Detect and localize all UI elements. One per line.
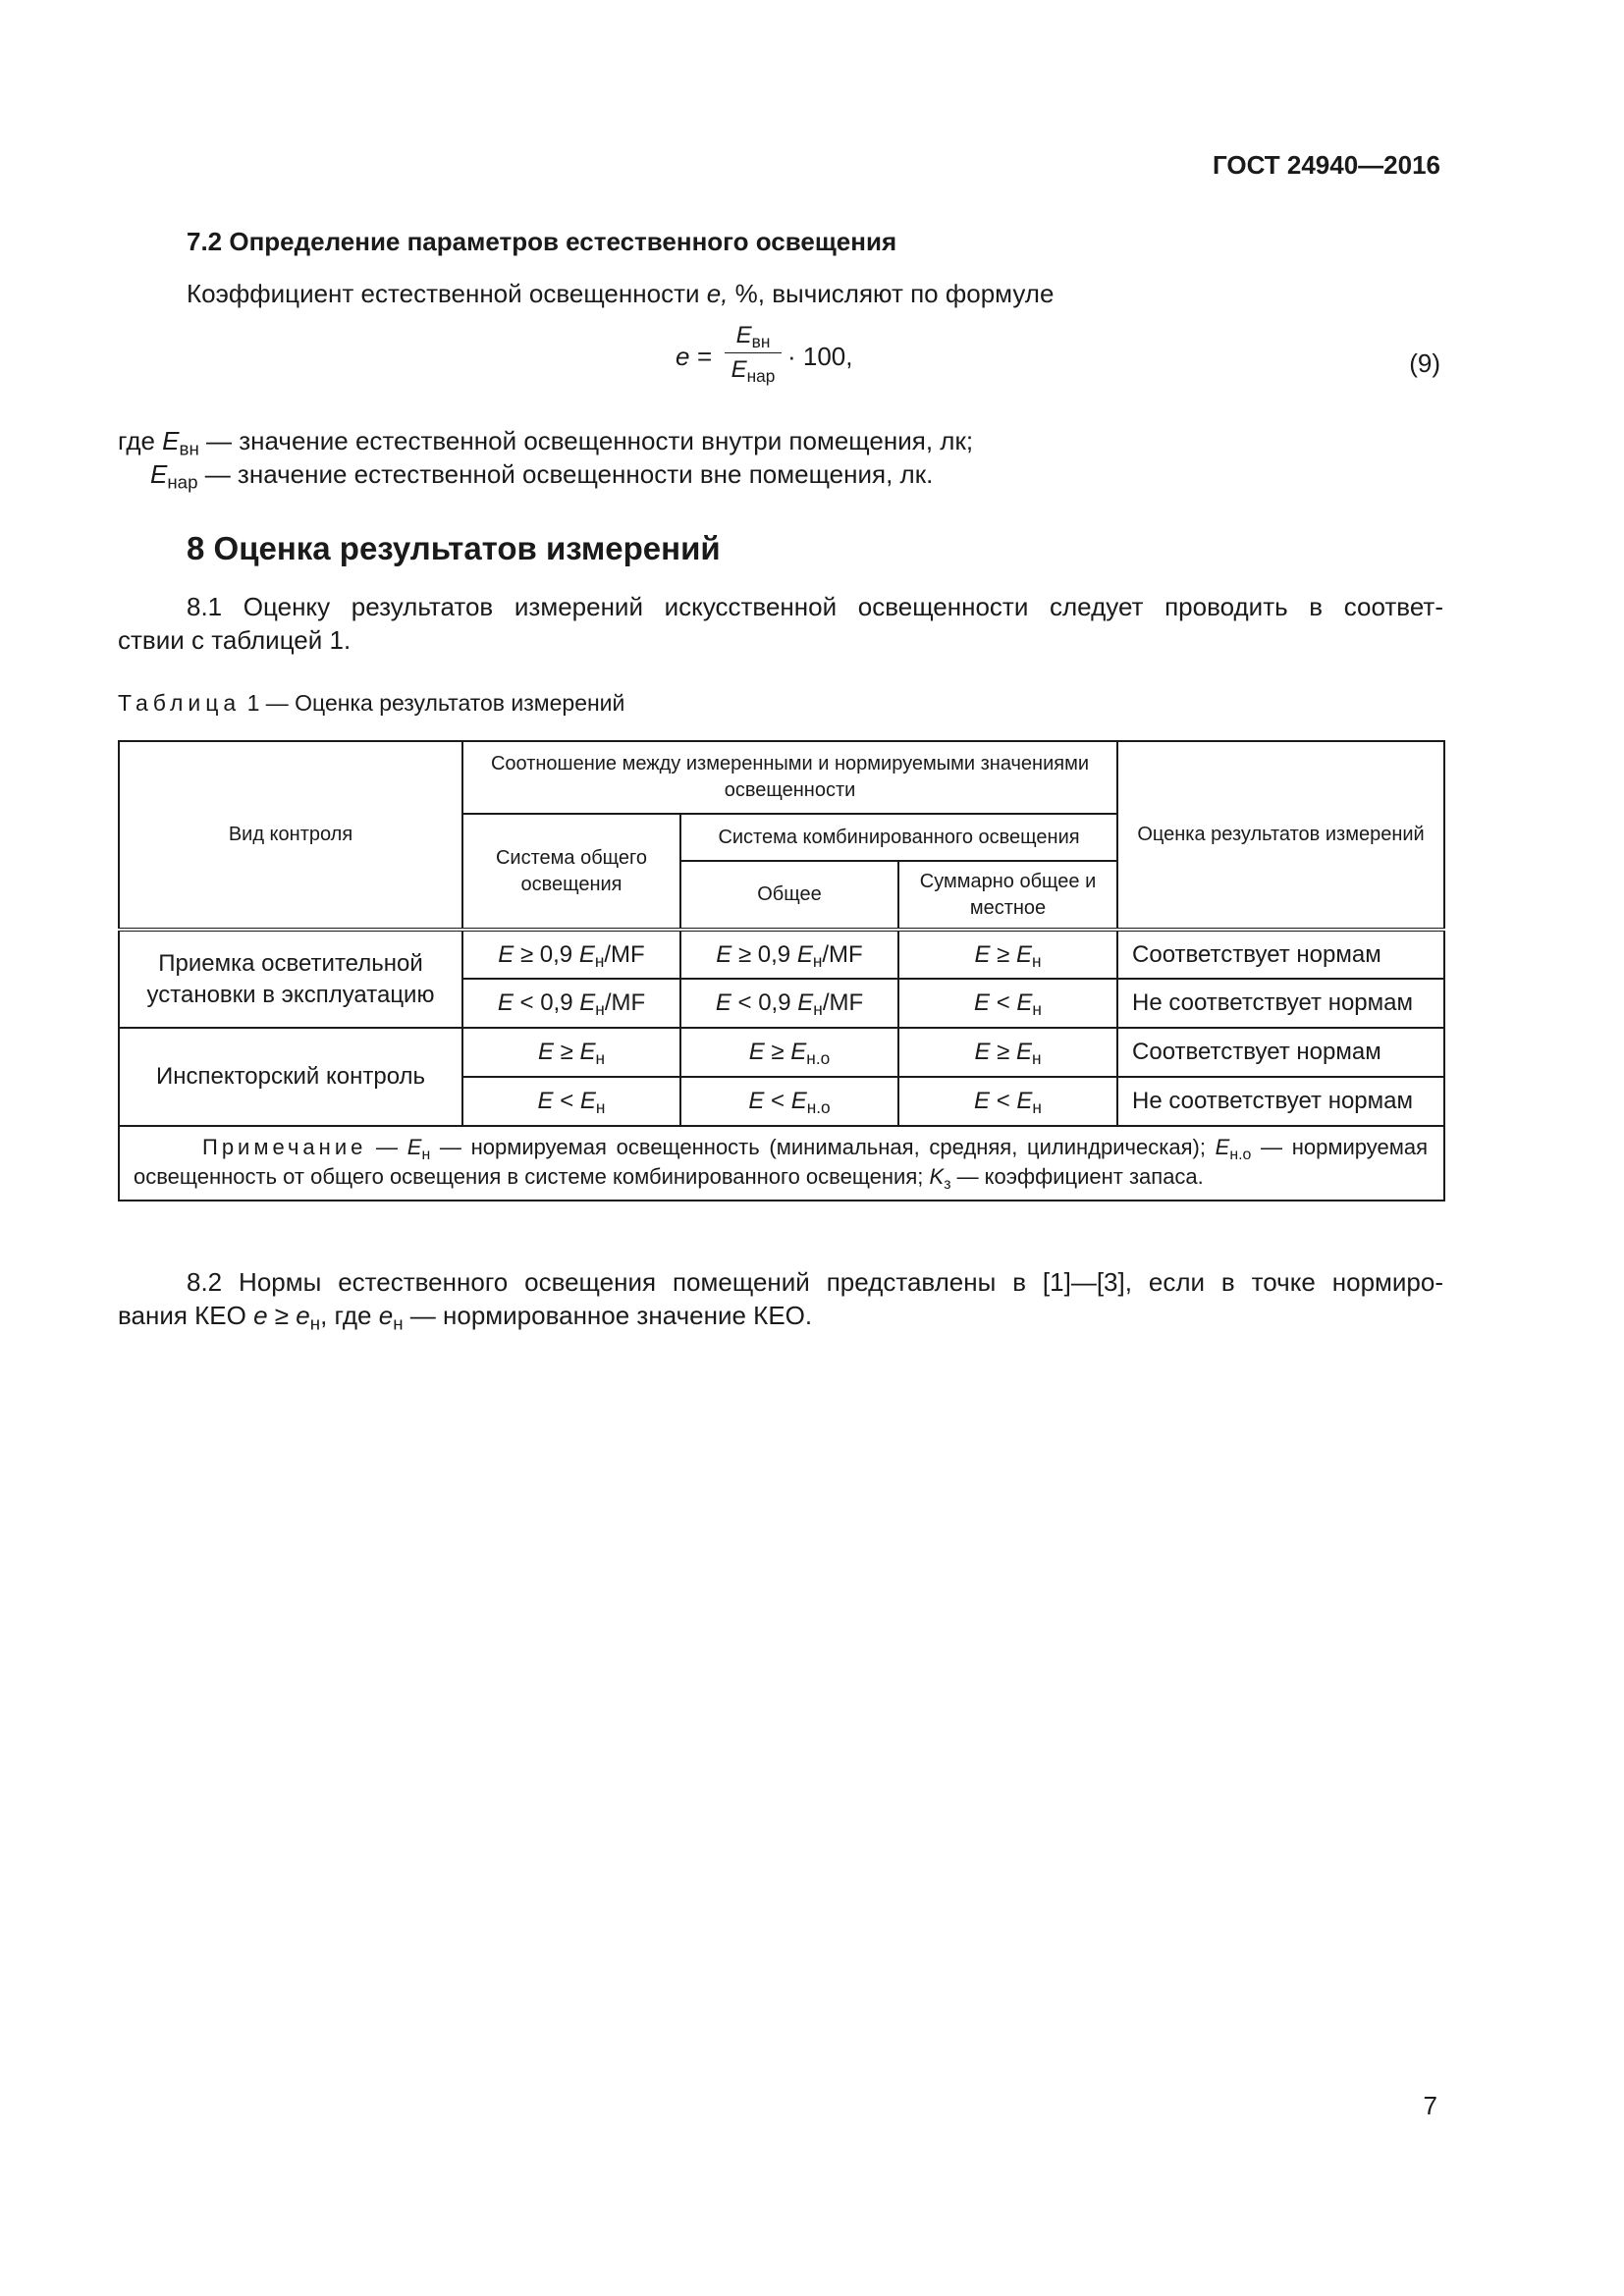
cell-combined-general: E < 0,9 $E_н/MF$	[680, 979, 898, 1028]
formula-denominator: $E_{нар}$	[731, 356, 776, 387]
cell-general: E < 0,9 $E_н/MF$	[462, 979, 680, 1028]
cell-result: Не соответствует нормам	[1117, 1077, 1444, 1126]
table-row	[119, 1028, 1444, 1077]
cell-result: Не соответствует нормам	[1117, 979, 1444, 1028]
section-7-2-heading: 7.2 Определение параметров естественного освещения	[187, 227, 897, 256]
where-line-2: $E_{нар}$ — значение естественной освещенности вне помещения, лк.	[150, 459, 934, 493]
cell-combined-general: $E < E_{н.о}$	[680, 1077, 898, 1126]
table-caption: Таблица 1 — Оценка результатов измерений	[118, 690, 625, 716]
formula-lhs: e	[676, 342, 690, 371]
cell-result: Соответствует нормам	[1117, 930, 1444, 979]
standard-code: ГОСТ 24940—2016	[1213, 150, 1440, 180]
header-result: Оценка результатов измерений	[1117, 741, 1444, 930]
header-ratio: Соотношение между измеренными и нормируемыми значениями освещенности	[462, 741, 1117, 814]
table-note: Примечание — $E_н$ — нормируемая освещенность (минимальная, средняя, цилиндрическая); $E_{н.о}$ — нормируемая освещенность от общего освещения в системе комбинированного освещения; $K_з$ — коэффициент запаса.	[119, 1126, 1444, 1201]
section-8-heading: 8 Оценка результатов измерений	[187, 530, 721, 566]
cell-combined-total: $E \ge E_н$	[898, 930, 1117, 979]
table-row	[119, 930, 1444, 979]
formula-9	[676, 320, 970, 399]
formula-numerator: $E_{вн}$	[735, 322, 771, 352]
formula-intro: Коэффициент естественной освещенности e, %, вычисляют по формуле	[187, 279, 1055, 308]
formula-fraction	[725, 320, 782, 386]
page-number: 7	[1423, 2091, 1437, 2120]
control-inspection: Инспекторский контроль	[119, 1028, 462, 1126]
evaluation-table	[118, 740, 1445, 1201]
cell-combined-general: E ≥ 0,9 $E_н/MF$	[680, 930, 898, 979]
header-combined-system: Система комбинированного освещения	[680, 814, 1117, 861]
paragraph-8-1: 8.1 Оценку результатов измерений искусственной освещенности следует проводить в соответ- ствии с таблицей 1.	[118, 592, 1443, 655]
header-general: Общее	[680, 861, 898, 930]
cell-combined-general: $E \ge E_{н.о}$	[680, 1028, 898, 1077]
cell-combined-total: $E < E_н$	[898, 979, 1117, 1028]
cell-result: Соответствует нормам	[1117, 1028, 1444, 1077]
where-line-1: где $E_{вн}$ — значение естественной освещенности внутри помещения, лк;	[118, 426, 974, 459]
cell-combined-total: $E \ge E_н$	[898, 1028, 1117, 1077]
cell-general: $E < E_н$	[462, 1077, 680, 1126]
paragraph-8-2: 8.2 Нормы естественного освещения помещений представлены в [1]—[3], если в точке нормиро- вания КЕО $e \ge e_н$, где $e_н$ — нормированное значение КЕО.	[118, 1267, 1443, 1334]
formula-multiplier: · 100,	[787, 342, 853, 371]
cell-general: $E \ge E_н$	[462, 1028, 680, 1077]
equation-number: (9)	[1409, 348, 1440, 378]
cell-combined-total: $E < E_н$	[898, 1077, 1117, 1126]
header-general-system: Система общего освещения	[462, 814, 680, 930]
cell-general: E ≥ 0,9 $E_н/MF$	[462, 930, 680, 979]
fraction-bar	[725, 352, 782, 353]
header-total: Суммарно общее и местное	[898, 861, 1117, 930]
formula-equals: =	[697, 342, 713, 371]
header-control-type: Вид контроля	[119, 741, 462, 930]
control-acceptance: Приемка осветительной установки в эксплуатацию	[119, 930, 462, 1028]
